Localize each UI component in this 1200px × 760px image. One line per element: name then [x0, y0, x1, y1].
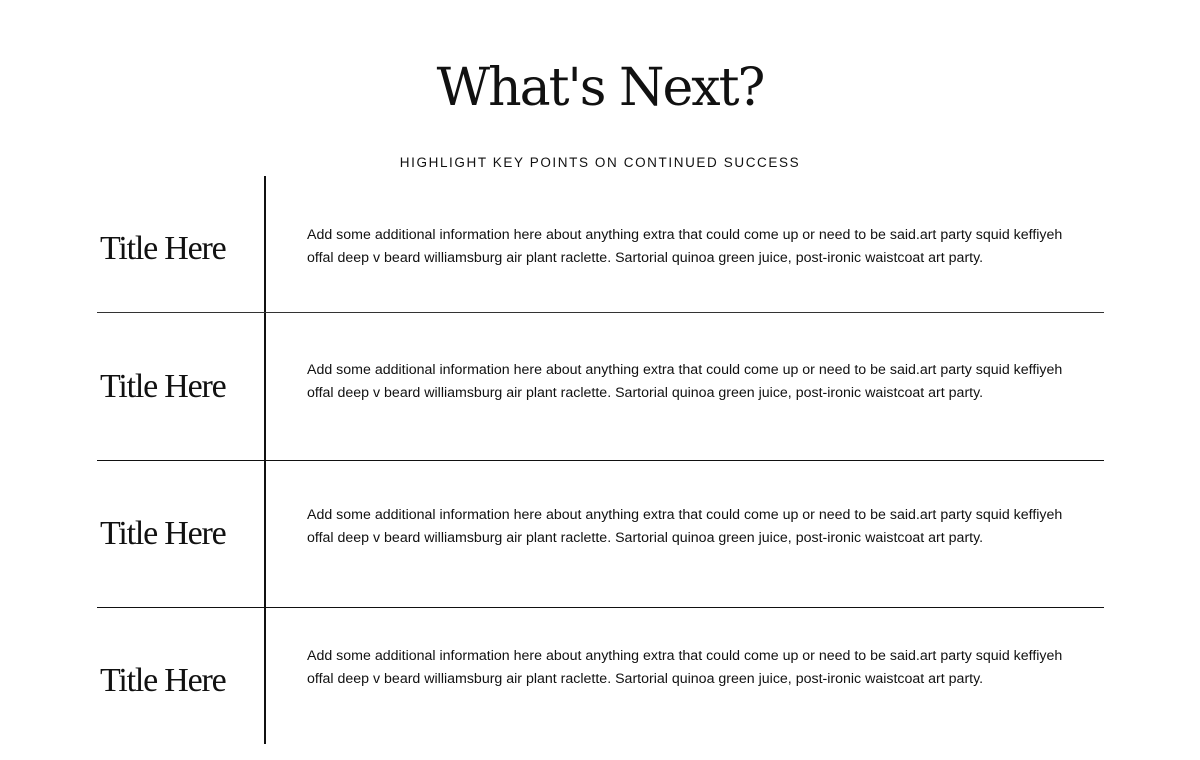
row-2-text: Add some additional information here about anything extra that could come up or need to be said.art party squid keffiyeh offal deep v beard williamsburg air plant raclette. Sartorial quinoa green juice, post-ironic waistcoat art party.: [307, 362, 1063, 401]
row-4-title: Title Here: [100, 662, 226, 699]
row-divider-3: [97, 607, 1104, 608]
page-subtitle: HIGHLIGHT KEY POINTS ON CONTINUED SUCCESS: [399, 155, 801, 170]
row-3-title: Title Here: [100, 515, 226, 552]
row-divider-2: [97, 460, 1104, 461]
row-4-text: Add some additional information here about anything extra that could come up or need to be said.art party squid keffiyeh offal deep v beard williamsburg air plant raclette. Sartorial quinoa green juice, post-ironic waistcoat art party.: [307, 648, 1063, 687]
row-1-title: Title Here: [100, 230, 226, 267]
row-3-text: Add some additional information here about anything extra that could come up or need to be said.art party squid keffiyeh offal deep v beard williamsburg air plant raclette. Sartorial quinoa green juice, post-ironic waistcoat art party.: [307, 507, 1063, 546]
page-title: What's Next?: [436, 58, 764, 118]
row-2-title: Title Here: [100, 368, 226, 405]
row-1-text: Add some additional information here about anything extra that could come up or need to be said.art party squid keffiyeh offal deep v beard williamsburg air plant raclette. Sartorial quinoa green juice, post-ironic waistcoat art party.: [307, 227, 1063, 266]
row-divider-1: [97, 312, 1104, 313]
